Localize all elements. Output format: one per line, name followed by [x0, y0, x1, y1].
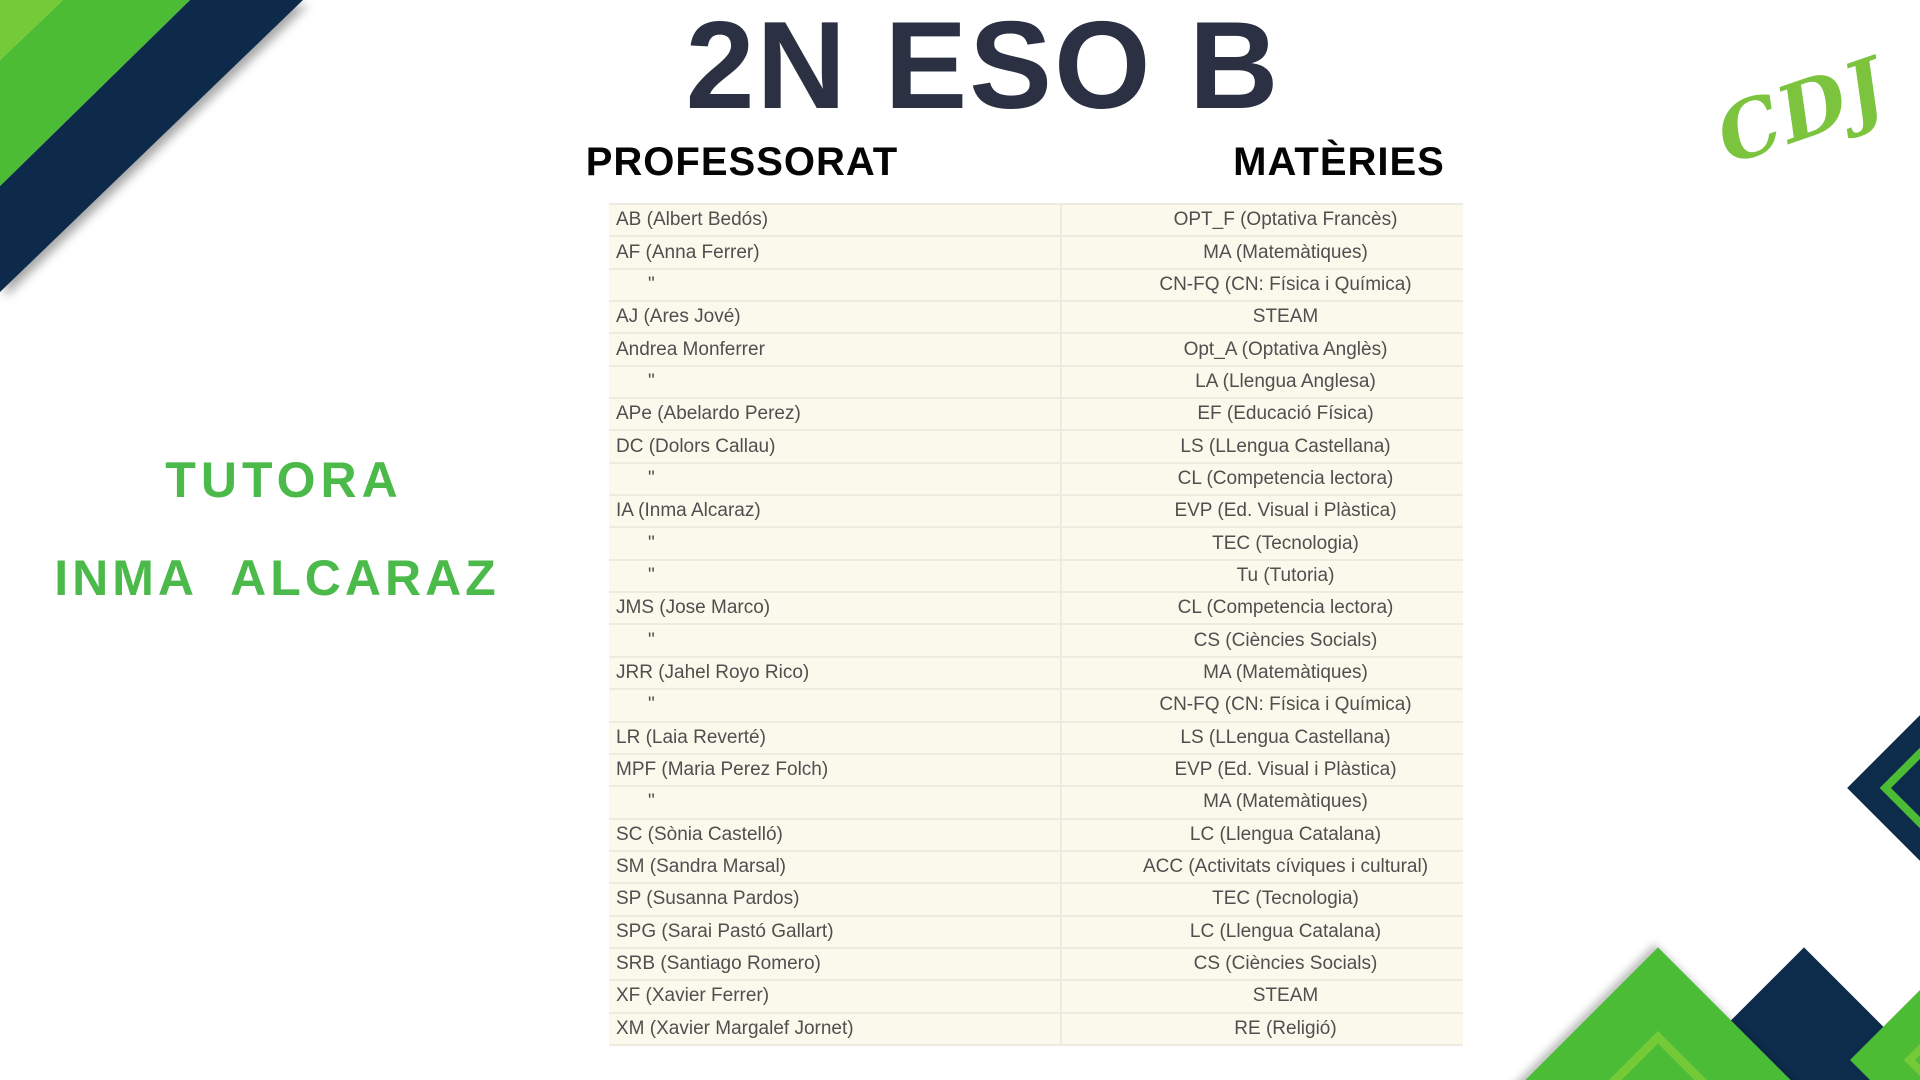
table-row: [609, 300, 1463, 332]
subject-cell: MA (Matemàtiques): [1203, 241, 1368, 263]
teacher-cell: JRR (Jahel Royo Rico): [609, 658, 1062, 688]
subject-cell: ACC (Activitats cíviques i cultural): [1142, 856, 1429, 878]
teacher-cell: IA (Inma Alcaraz): [609, 496, 1062, 526]
cdj-logo: CDJ: [1705, 40, 1899, 183]
teacher-cell: ": [609, 367, 1062, 397]
teacher-cell: ": [609, 625, 1062, 655]
teacher-cell: ": [609, 464, 1062, 494]
teacher-cell: MPF (Maria Perez Folch): [609, 755, 1062, 785]
teacher-cell: APe (Abelardo Perez): [609, 399, 1062, 429]
tutor-label: TUTORA: [165, 452, 403, 508]
table-row: [609, 365, 1463, 397]
subject-cell: CN-FQ (CN: Física i Química): [1159, 273, 1412, 295]
teacher-cell: LR (Laia Reverté): [609, 723, 1062, 753]
teacher-cell: Andrea Monferrer: [609, 334, 1062, 364]
table-row: [609, 656, 1463, 688]
bottom-green-diamond-outline: [1563, 1037, 1753, 1080]
teacher-cell: SRB (Santiago Romero): [609, 949, 1062, 979]
teacher-cell: ": [609, 787, 1062, 817]
topleft-lightgreen-corner: [0, 0, 63, 60]
table-body: [609, 205, 1463, 1044]
table-row: [609, 785, 1463, 817]
teacher-cell: DC (Dolors Callau): [609, 431, 1062, 461]
subject-cell: LC (Llengua Catalana): [1189, 920, 1382, 942]
teacher-cell: AF (Anna Ferrer): [609, 237, 1062, 267]
table-row: [609, 882, 1463, 914]
table-row: [609, 559, 1463, 591]
topleft-green-band: [0, 0, 190, 186]
teacher-cell: SM (Sandra Marsal): [609, 852, 1062, 882]
teacher-cell: AJ (Ares Jové): [609, 302, 1062, 332]
table-row: [609, 979, 1463, 1011]
table-row: [609, 753, 1463, 785]
subject-cell: CS (Ciències Socials): [1193, 629, 1378, 651]
subject-cell: TEC (Tecnologia): [1212, 532, 1359, 554]
teacher-cell: SP (Susanna Pardos): [609, 884, 1062, 914]
teacher-cell: ": [609, 270, 1062, 300]
teacher-subject-table: [609, 203, 1463, 1046]
subject-cell: CL (Competencia lectora): [1177, 597, 1394, 619]
subject-cell: Tu (Tutoria): [1236, 564, 1335, 586]
subject-cell: TEC (Tecnologia): [1212, 888, 1359, 910]
subject-cell: RE (Religió): [1234, 1017, 1337, 1039]
table-row: [609, 494, 1463, 526]
table-row: [609, 332, 1463, 364]
table-row: [609, 429, 1463, 461]
table-row: [609, 1012, 1463, 1044]
table-row: [609, 526, 1463, 558]
teacher-cell: JMS (Jose Marco): [609, 593, 1062, 623]
teacher-cell: AB (Albert Bedós): [609, 205, 1062, 235]
subject-cell: MA (Matemàtiques): [1203, 661, 1368, 683]
subject-cell: LS (LLengua Castellana): [1180, 726, 1391, 748]
subject-cell: Opt_A (Optativa Anglès): [1183, 338, 1388, 360]
subject-cell: LC (Llengua Catalana): [1189, 823, 1382, 845]
table-row: [609, 623, 1463, 655]
corner-green-diamond-outline: [1909, 979, 1920, 1080]
subject-cell: OPT_F (Optativa Francès): [1173, 209, 1398, 231]
subject-cell: CS (Ciències Socials): [1193, 953, 1378, 975]
teacher-cell: XF (Xavier Ferrer): [609, 981, 1062, 1011]
table-row: [609, 591, 1463, 623]
subject-cell: CL (Competencia lectora): [1177, 467, 1394, 489]
corner-green-diamond: [1850, 920, 1920, 1080]
teacher-cell: SC (Sònia Castelló): [609, 820, 1062, 850]
bottom-navy-diamond: [1641, 947, 1920, 1080]
subject-cell: STEAM: [1252, 985, 1319, 1007]
subject-cell: MA (Matemàtiques): [1203, 791, 1368, 813]
subject-cell: STEAM: [1252, 306, 1319, 328]
table-row: [609, 235, 1463, 267]
right-diamond-green-outline: [1885, 741, 1920, 834]
subject-cell: EVP (Ed. Visual i Plàstica): [1174, 759, 1397, 781]
subject-cell: EF (Educació Física): [1197, 403, 1374, 425]
page-title: 2N ESO B: [685, 0, 1281, 135]
table-row: [609, 397, 1463, 429]
tutor-name: INMA ALCARAZ: [54, 550, 500, 606]
table-row: [609, 268, 1463, 300]
subject-cell: LA (Llengua Anglesa): [1195, 370, 1376, 392]
table-row: [609, 915, 1463, 947]
table-row: [609, 688, 1463, 720]
teacher-cell: SPG (Sarai Pastó Gallart): [609, 917, 1062, 947]
teacher-cell: XM (Xavier Margalef Jornet): [609, 1014, 1062, 1044]
table-row: [609, 818, 1463, 850]
column-header-professorat: PROFESSORAT: [585, 140, 899, 184]
right-navy-diamond: [1847, 703, 1920, 873]
subject-cell: EVP (Ed. Visual i Plàstica): [1174, 500, 1397, 522]
subject-cell: LS (LLengua Castellana): [1180, 435, 1391, 457]
teacher-cell: ": [609, 528, 1062, 558]
table-row: [609, 850, 1463, 882]
table-row: [609, 205, 1463, 235]
table-row: [609, 462, 1463, 494]
column-header-materies: MATÈRIES: [1233, 140, 1445, 184]
subject-cell: CN-FQ (CN: Física i Química): [1159, 694, 1412, 716]
topleft-navy-band: [0, 0, 303, 292]
teacher-cell: ": [609, 561, 1062, 591]
teacher-cell: ": [609, 690, 1062, 720]
table-row: [609, 947, 1463, 979]
bottom-green-diamond: [1495, 947, 1820, 1080]
table-row: [609, 721, 1463, 753]
